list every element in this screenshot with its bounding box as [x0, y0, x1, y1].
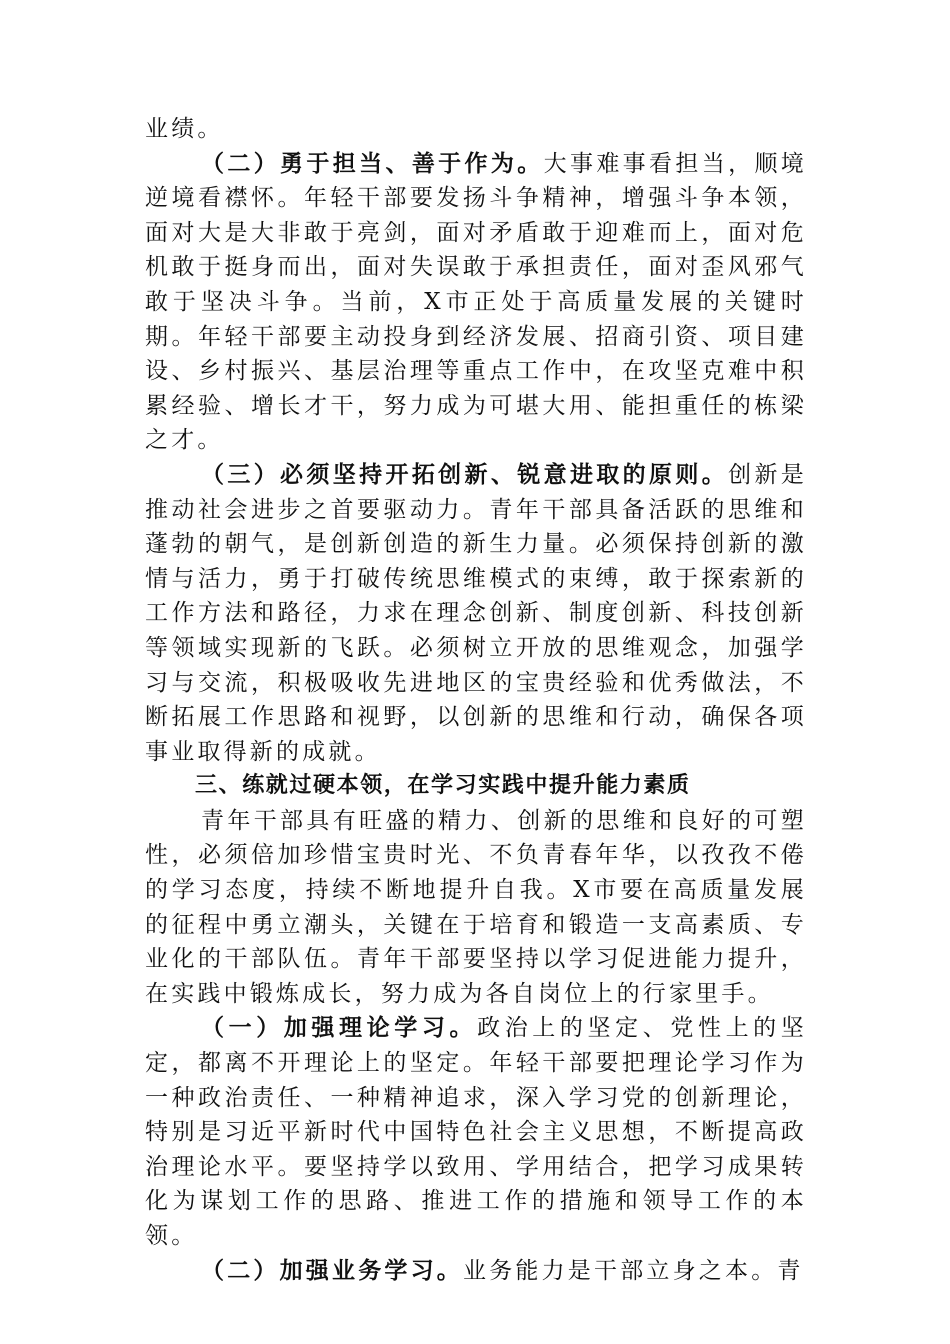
- paragraph-lead: （三）必须坚持开拓创新、锐意进取的原则。: [201, 460, 729, 488]
- paragraph-business-study: [145, 1254, 807, 1289]
- paragraph-lead: （一）加强理论学习。: [201, 1014, 478, 1042]
- paragraph-text: 业绩。: [145, 116, 224, 142]
- paragraph-lead: （二）加强业务学习。: [201, 1256, 463, 1284]
- paragraph-take-responsibility: [145, 147, 807, 458]
- paragraph-innovation: [145, 458, 807, 769]
- paragraph-text: 业务能力是干部立身之本。青: [463, 1257, 804, 1284]
- paragraph-text: 政治上的坚定、党性上的坚定，都离不开理论上的坚定。年轻干部要把理论学习作为一种政治责任、一种精神追求，深入学习党的创新理论，特别是习近平新时代中国特色社会主义思想，不断提高政治理论水平。要坚持学以致用、学用结合，把学习成果转化为谋划工作的思路、推进工作的措施和领导工作的本领。: [145, 1015, 807, 1249]
- paragraph-theory-study: [145, 1011, 807, 1253]
- paragraph-continuation: [145, 112, 807, 147]
- paragraph-text: 青年干部具有旺盛的精力、创新的思维和良好的可塑性，必须倍加珍惜宝贵时光、不负青春年华，以孜孜不倦的学习态度，持续不断地提升自我。X市要在高质量发展的征程中勇立潮头，关键在于培育和锻造一支高素质、专业化的干部队伍。青年干部要坚持以学习促进能力提升，在实践中锻炼成长，努力成为各自岗位上的行家里手。: [145, 807, 807, 1007]
- paragraph-section-intro: [145, 804, 807, 1012]
- paragraph-text: 大事难事看担当，顺境逆境看襟怀。年轻干部要发扬斗争精神，增强斗争本领，面对大是大非敢于亮剑，面对矛盾敢于迎难而上，面对危机敢于挺身而出，面对失误敢于承担责任，面对歪风邪气敢于坚决斗争。当前，X市正处于高质量发展的关键时期。年轻干部要主动投身到经济发展、招商引资、项目建设、乡村振兴、基层治理等重点工作中，在攻坚克难中积累经验、增长才干，努力成为可堪大用、能担重任的栋梁之才。: [145, 150, 807, 454]
- section-heading: 三、练就过硬本领，在学习实践中提升能力素质: [195, 773, 691, 799]
- document-page: [145, 112, 807, 1288]
- paragraph-text: 创新是推动社会进步之首要驱动力。青年干部具备活跃的思维和蓬勃的朝气，是创新创造的新生力量。必须保持创新的激情与活力，勇于打破传统思维模式的束缚，敢于探索新的工作方法和路径，力求在理念创新、制度创新、科技创新等领域实现新的飞跃。必须树立开放的思维观念，加强学习与交流，积极吸收先进地区的宝贵经验和优秀做法，不断拓展工作思路和视野，以创新的思维和行动，确保各项事业取得新的成就。: [145, 461, 808, 765]
- paragraph-lead: （二）勇于担当、善于作为。: [201, 149, 544, 177]
